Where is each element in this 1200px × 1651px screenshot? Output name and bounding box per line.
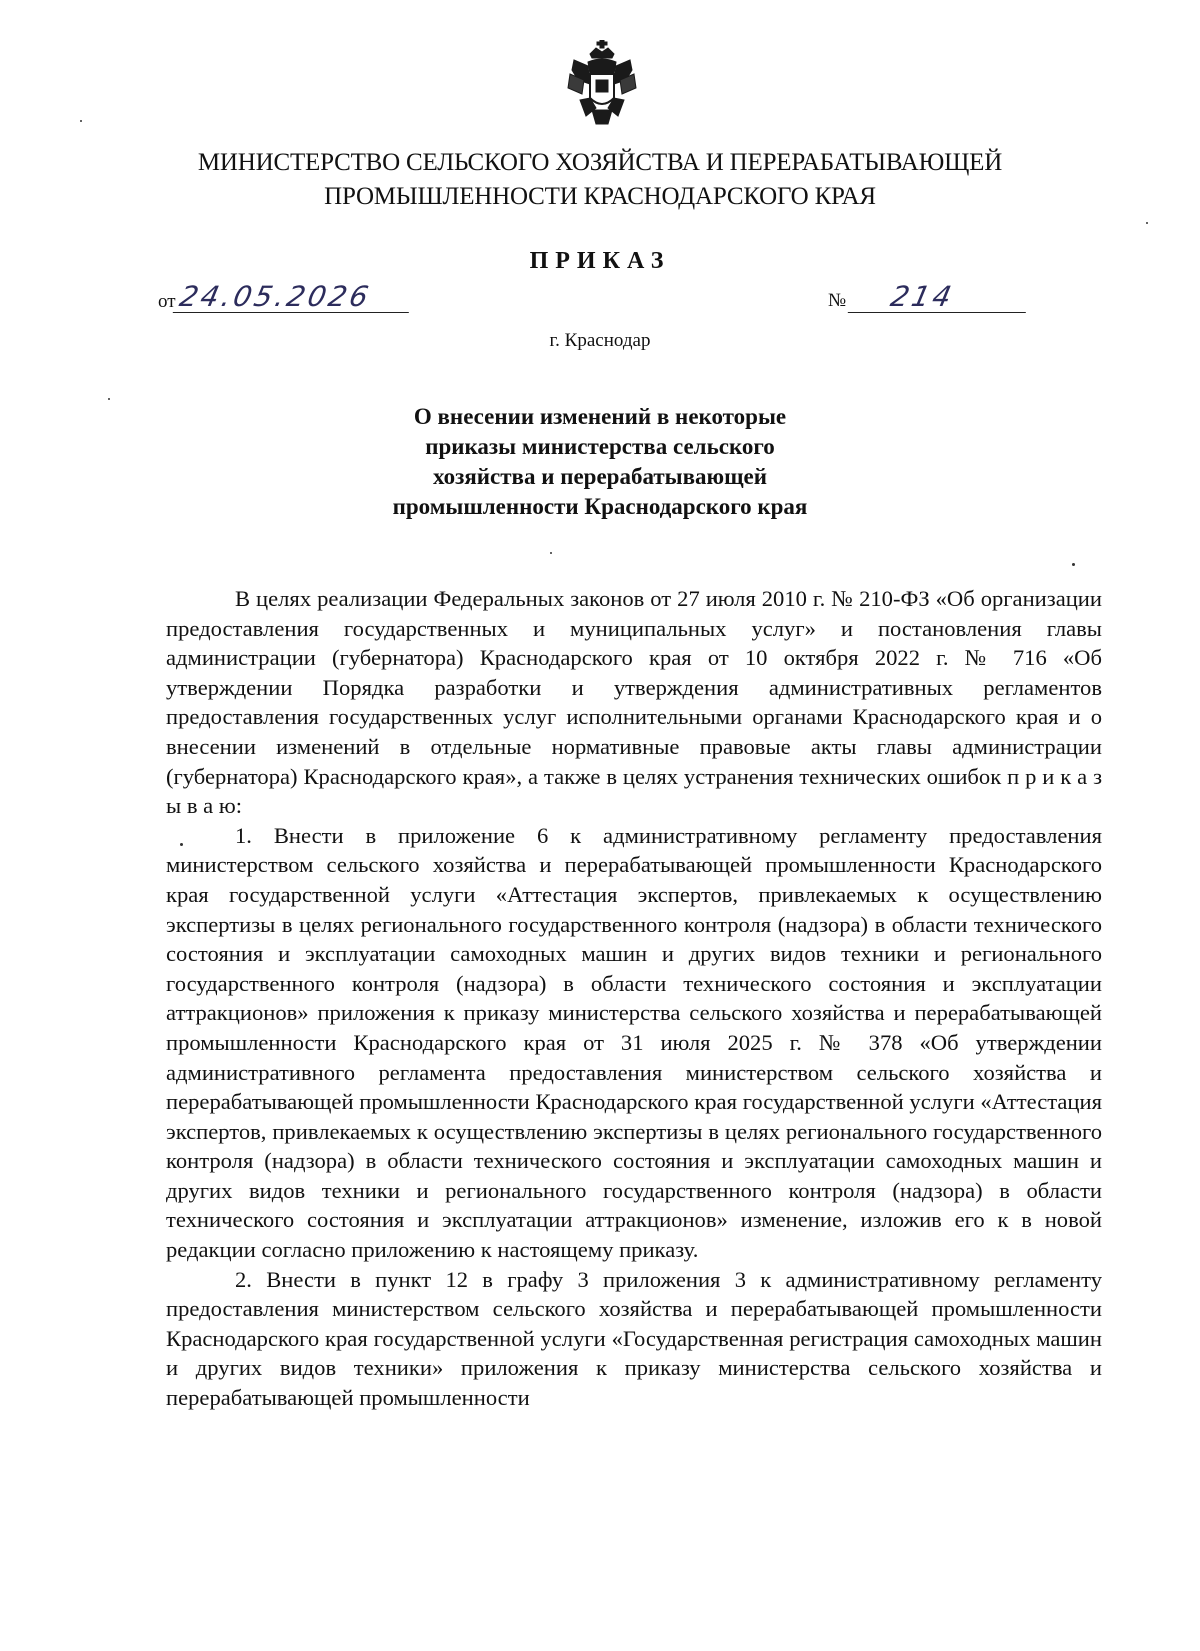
city: г. Краснодар [549, 330, 651, 351]
clause-1-paragraph: 1. Внести в приложение 6 к административному регламенту предоставления министерством сельского хозяйства и перерабатывающей промышленности Краснодарского края государственной услуги «Аттестация экспертов, привлекаемых к осуществлению экспертизы в целях регионального государственного контроля (надзора) в области технического состояния и эксплуатации самоходных машин и других видов техники и регионального государственного контроля (надзора) в области технического состояния и эксплуатации аттракционов» приложения к приказу министерства сельского хозяйства и перерабатывающей промышленности Краснодарского края от 31 июля 2025 г. № 378 «Об утверждении административного регламента предоставления министерством сельского хозяйства и перерабатывающей промышленности Краснодарского края государственной услуги «Аттестация экспертов, привлекаемых к осуществлению экспертизы в целях регионального государственного контроля (надзора) в области технического состояния и эксплуатации самоходных машин и других видов техники и регионального государственного контроля (надзора) в области технического состояния и эксплуатации аттракционов» изменение, изложив его к в новой редакции согласно приложению к настоящему приказу. [166, 822, 1102, 1263]
subject-line-4: промышленности Краснодарского края [392, 494, 808, 519]
handwritten-number: 214 [848, 282, 1033, 313]
order-body [166, 584, 1102, 1413]
order-subject [300, 402, 900, 522]
ministry-name-line-2: ПРОМЫШЛЕННОСТИ КРАСНОДАРСКОГО КРАЯ [324, 183, 876, 210]
ministry-name [100, 146, 1100, 214]
handwritten-date: 24.05.2026 [172, 282, 415, 313]
order-date [158, 282, 412, 313]
preamble-paragraph: В целях реализации Федеральных законов от 27 июля 2010 г. № 210-ФЗ «Об организации предоставления государственных и муниципальных услуг» и постановления главы администрации (губернатора) Краснодарского края от 10 октября 2022 г. № 716 «Об утверждении Порядка разработки и утверждения административных регламентов предоставления государственных услуг исполнительными органами Краснодарского края и о внесении изменений в отдельные нормативные правовые акты главы администрации (губернатора) Краснодарского края», а также в целях устранения технических ошибок п р и к а з ы в а ю: [166, 586, 1102, 819]
subject-line-2: приказы министерства сельского [425, 434, 775, 459]
order-number [828, 282, 1029, 313]
number-prefix: № [828, 290, 847, 311]
scan-speck [180, 843, 183, 846]
scan-speck [108, 398, 110, 400]
scan-speck [80, 120, 82, 122]
coat-of-arms-icon [566, 40, 638, 126]
scan-speck [1072, 563, 1075, 566]
scan-speck [1146, 222, 1148, 224]
subject-line-3: хозяйства и перерабатывающей [432, 464, 768, 489]
date-prefix: от [158, 291, 176, 312]
subject-line-1: О внесении изменений в некоторые [413, 404, 787, 429]
scan-speck [550, 552, 552, 554]
ministry-name-line-1: МИНИСТЕРСТВО СЕЛЬСКОГО ХОЗЯЙСТВА И ПЕРЕРАБАТЫВАЮЩЕЙ [197, 149, 1003, 176]
order-title: ПРИКАЗ [529, 248, 671, 274]
clause-2-paragraph: 2. Внести в пункт 12 в графу 3 приложения 3 к административному регламенту предоставления министерством сельского хозяйства и перерабатывающей промышленности Краснодарского края государственной услуги «Государственная регистрация самоходных машин и других видов техники» приложения к приказу министерства сельского хозяйства и перерабатывающей промышленности [166, 1266, 1102, 1411]
